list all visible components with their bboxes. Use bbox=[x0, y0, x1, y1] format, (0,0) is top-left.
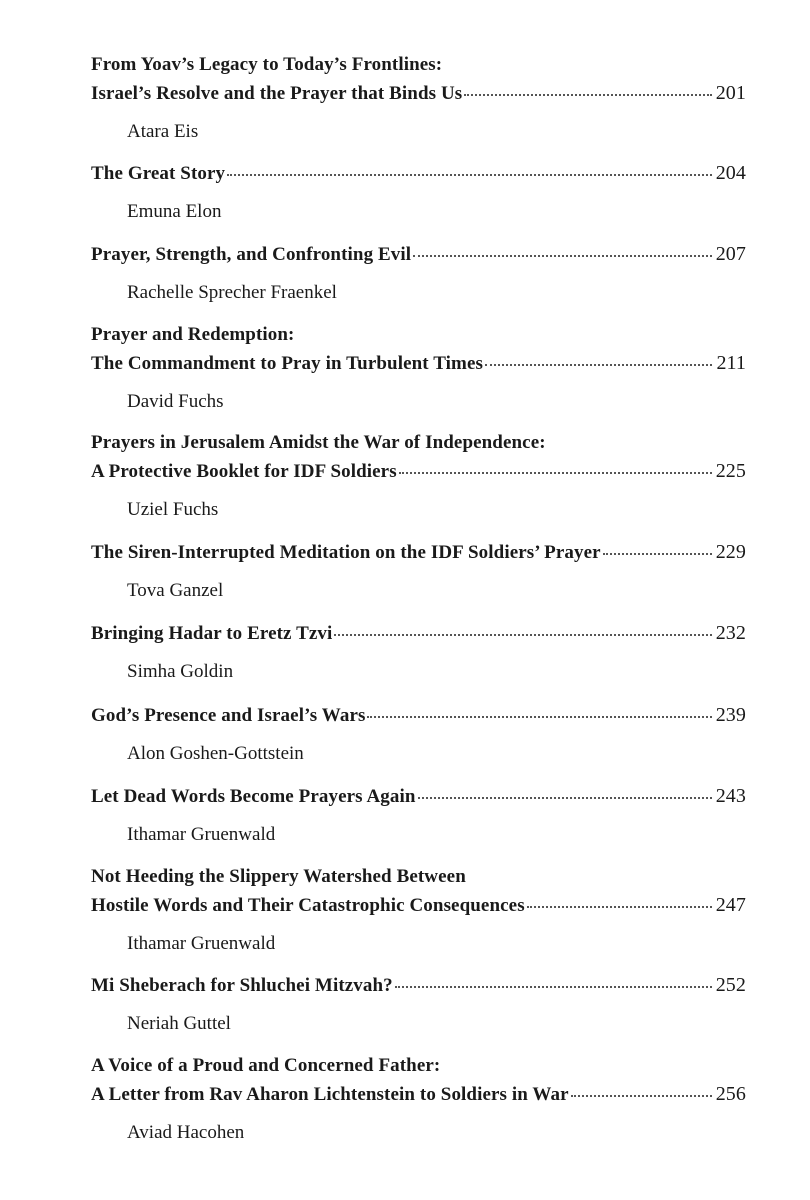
entry-title-line bbox=[91, 1083, 746, 1111]
entry-title-line bbox=[91, 785, 746, 813]
dot-leader bbox=[413, 255, 712, 257]
dot-leader bbox=[571, 1095, 712, 1097]
entry-title: Let Dead Words Become Prayers Again bbox=[91, 786, 416, 807]
entry-title-line bbox=[91, 1055, 746, 1083]
toc-entry[interactable] bbox=[91, 866, 746, 958]
entry-title-line bbox=[91, 82, 746, 110]
entry-title: A Protective Booklet for IDF Soldiers bbox=[91, 461, 397, 482]
toc-entry[interactable] bbox=[91, 54, 746, 146]
toc-entry[interactable] bbox=[91, 974, 746, 1038]
page-number: 201 bbox=[715, 82, 746, 104]
dot-leader bbox=[227, 174, 712, 176]
entry-author: David Fuchs bbox=[127, 391, 224, 412]
entry-title: Israel’s Resolve and the Prayer that Binds Us bbox=[91, 83, 463, 104]
page-number: 207 bbox=[715, 243, 746, 265]
entry-title-line bbox=[91, 974, 746, 1002]
toc-entry[interactable] bbox=[91, 1055, 746, 1147]
toc-entry[interactable] bbox=[91, 785, 746, 849]
entry-title: Prayer, Strength, and Confronting Evil bbox=[91, 244, 412, 265]
dot-leader bbox=[418, 797, 712, 799]
entry-title: God’s Presence and Israel’s Wars bbox=[91, 705, 366, 726]
page-number: 256 bbox=[715, 1083, 746, 1105]
entry-title: Bringing Hadar to Eretz Tzvi bbox=[91, 623, 333, 644]
entry-author: Atara Eis bbox=[127, 121, 199, 142]
page-number: 232 bbox=[715, 622, 746, 644]
page-number: 225 bbox=[715, 460, 746, 482]
entry-title: A Voice of a Proud and Concerned Father: bbox=[91, 1055, 441, 1076]
entry-author: Tova Ganzel bbox=[127, 580, 224, 601]
entry-title: Prayers in Jerusalem Amidst the War of Independence: bbox=[91, 432, 546, 453]
dot-leader bbox=[485, 364, 712, 366]
entry-author: Aviad Hacohen bbox=[127, 1122, 245, 1143]
page-number: 229 bbox=[715, 541, 746, 563]
entry-title-line bbox=[91, 324, 746, 352]
entry-title-line bbox=[91, 704, 746, 732]
entry-title: A Letter from Rav Aharon Lichtenstein to Soldiers in War bbox=[91, 1084, 569, 1105]
entry-title: The Great Story bbox=[91, 163, 226, 184]
dot-leader bbox=[527, 906, 712, 908]
entry-title-line bbox=[91, 460, 746, 488]
entry-title-line bbox=[91, 866, 746, 894]
toc-entry[interactable] bbox=[91, 704, 746, 768]
entry-title: Prayer and Redemption: bbox=[91, 324, 295, 345]
entry-title-line bbox=[91, 432, 746, 460]
dot-leader bbox=[464, 94, 711, 96]
entry-author: Alon Goshen-Gottstein bbox=[127, 743, 304, 764]
dot-leader bbox=[395, 986, 712, 988]
entry-title: Mi Sheberach for Shluchei Mitzvah? bbox=[91, 975, 393, 996]
page-number: 243 bbox=[715, 785, 746, 807]
page-number: 252 bbox=[715, 974, 746, 996]
entry-title: The Commandment to Pray in Turbulent Times bbox=[91, 353, 483, 374]
entry-title: Hostile Words and Their Catastrophic Consequences bbox=[91, 895, 525, 916]
entry-title-line bbox=[91, 622, 746, 650]
entry-author: Rachelle Sprecher Fraenkel bbox=[127, 282, 337, 303]
entry-author: Emuna Elon bbox=[127, 201, 222, 222]
toc-entry[interactable] bbox=[91, 622, 746, 686]
dot-leader bbox=[399, 472, 712, 474]
entry-title-line bbox=[91, 54, 746, 82]
dot-leader bbox=[603, 553, 712, 555]
entry-title-line bbox=[91, 541, 746, 569]
toc-entry[interactable] bbox=[91, 243, 746, 307]
entry-title-line bbox=[91, 243, 746, 271]
entry-author: Simha Goldin bbox=[127, 661, 234, 682]
dot-leader bbox=[367, 716, 711, 718]
entry-title: Not Heeding the Slippery Watershed Between bbox=[91, 866, 466, 887]
toc-entry[interactable] bbox=[91, 541, 746, 605]
page-number: 247 bbox=[715, 894, 746, 916]
entry-author: Ithamar Gruenwald bbox=[127, 824, 276, 845]
entry-title: From Yoav’s Legacy to Today’s Frontlines: bbox=[91, 54, 443, 75]
page-number: 239 bbox=[715, 704, 746, 726]
entry-title-line bbox=[91, 352, 746, 380]
entry-author: Ithamar Gruenwald bbox=[127, 933, 276, 954]
page-number: 204 bbox=[715, 162, 746, 184]
entry-title-line bbox=[91, 162, 746, 190]
toc-entry[interactable] bbox=[91, 324, 746, 416]
entry-title-line bbox=[91, 894, 746, 922]
dot-leader bbox=[334, 634, 711, 636]
entry-author: Neriah Guttel bbox=[127, 1013, 231, 1034]
entry-title: The Siren-Interrupted Meditation on the IDF Soldiers’ Prayer bbox=[91, 542, 601, 563]
page-number: 211 bbox=[716, 352, 746, 374]
toc-entry[interactable] bbox=[91, 162, 746, 226]
entry-author: Uziel Fuchs bbox=[127, 499, 219, 520]
toc-entry[interactable] bbox=[91, 432, 746, 524]
